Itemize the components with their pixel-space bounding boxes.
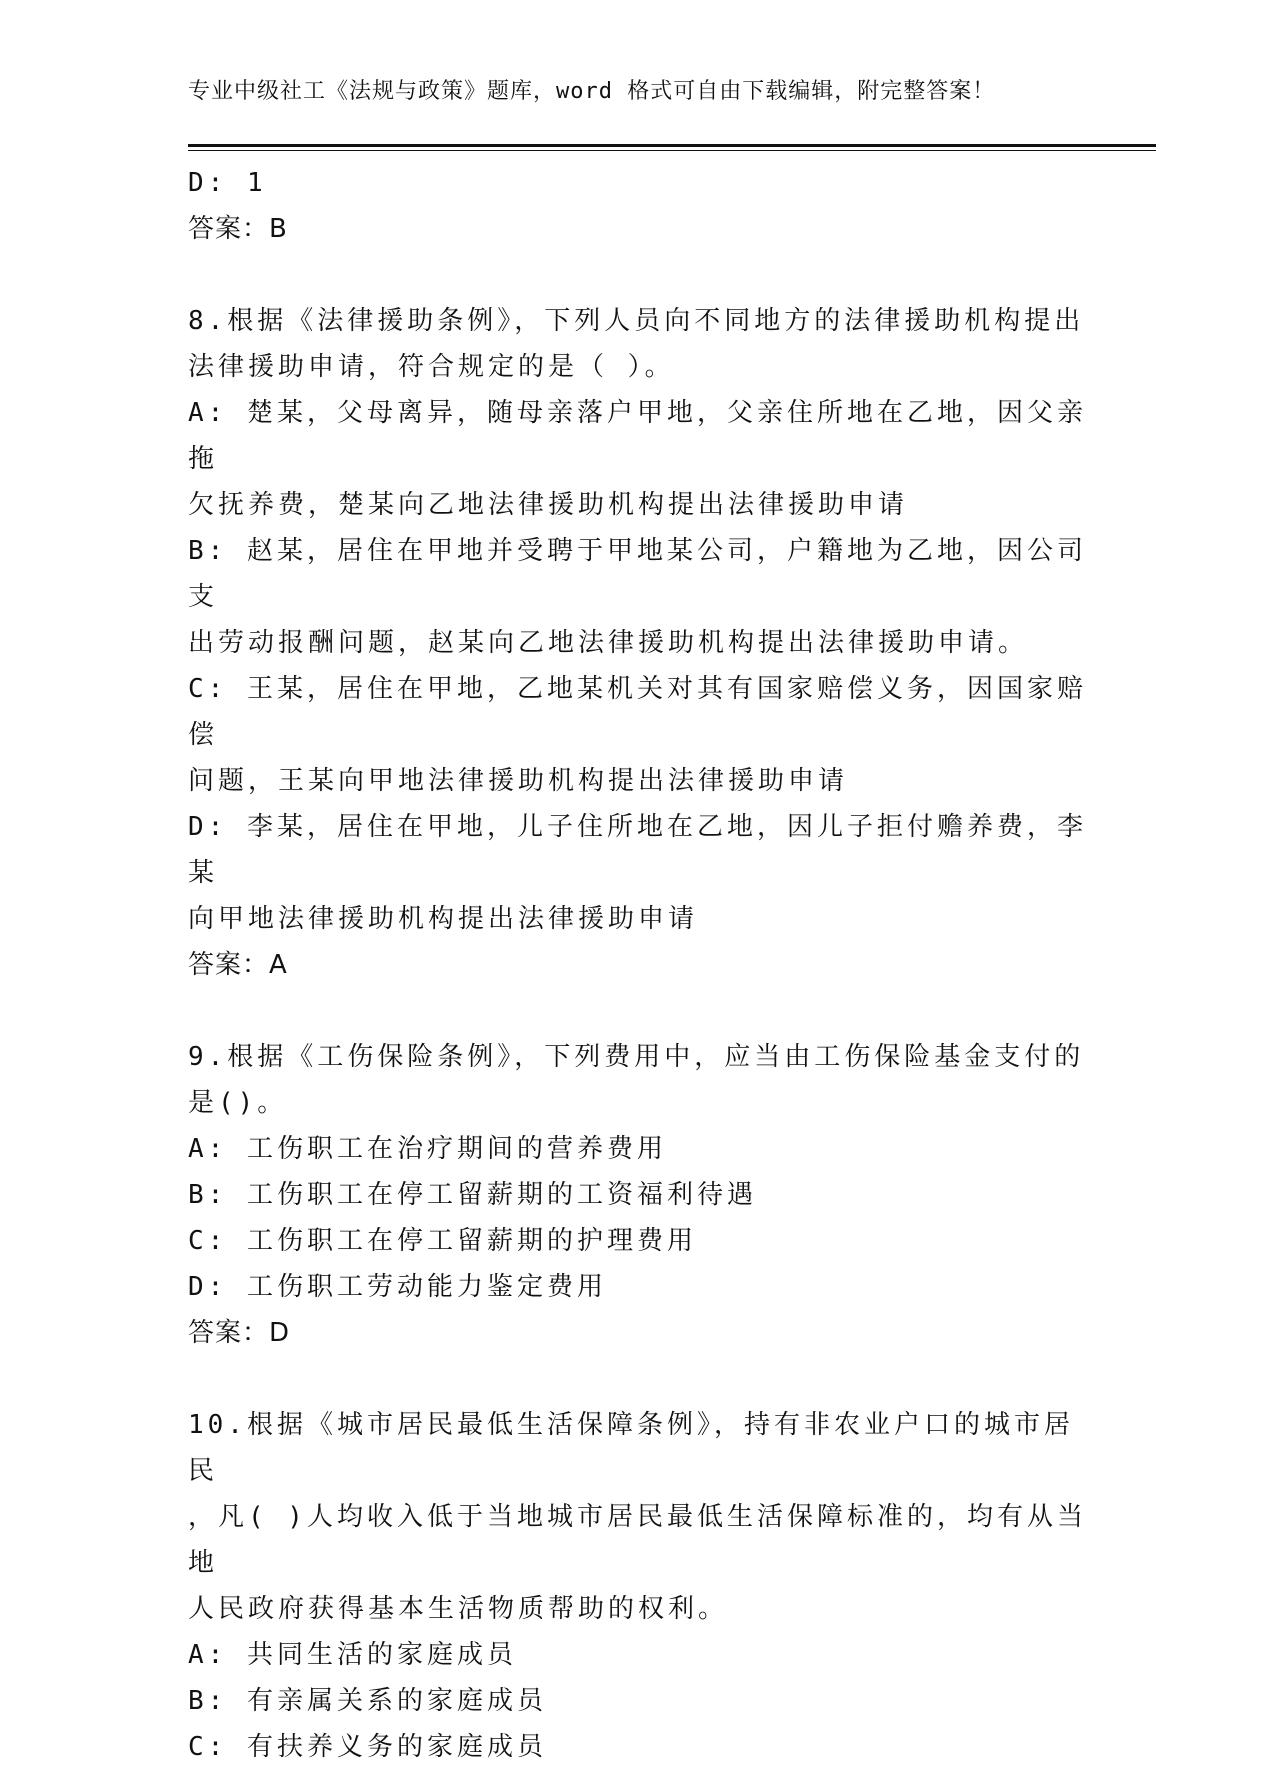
option-c: C: 王某，居住在甲地，乙地某机关对其有国家赔偿义务，因国家赔偿	[188, 674, 1087, 750]
option-d: D: 1	[188, 168, 267, 198]
header-rule-thin	[188, 150, 1156, 151]
document-body	[188, 160, 1088, 1770]
question-stem: 是()。	[188, 1088, 288, 1118]
answer-line: 答案：A	[188, 950, 288, 980]
option-b: B: 工伤职工在停工留薪期的工资福利待遇	[188, 1180, 757, 1210]
answer-line: 答案：D	[188, 1318, 291, 1348]
option-d: 向甲地法律援助机构提出法律援助申请	[188, 904, 699, 934]
question-stem: 8.根据《法律援助条例》，下列人员向不同地方的法律援助机构提出	[188, 306, 1085, 336]
header-rule-thick	[188, 144, 1156, 147]
option-a: A: 共同生活的家庭成员	[188, 1640, 517, 1670]
spacer	[188, 252, 1088, 298]
option-b: 出劳动报酬问题，赵某向乙地法律援助机构提出法律援助申请。	[188, 628, 1029, 658]
page-header: 专业中级社工《法规与政策》题库，word 格式可自由下载编辑，附完整答案！	[188, 79, 996, 104]
option-a: 欠抚养费，楚某向乙地法律援助机构提出法律援助申请	[188, 490, 909, 520]
question-9	[188, 1034, 1088, 1356]
question-stem: 10.根据《城市居民最低生活保障条例》，持有非农业户口的城市居民	[188, 1410, 1074, 1486]
question-stem: ，凡( )人均收入低于当地城市居民最低生活保障标准的，均有从当地	[188, 1502, 1087, 1578]
option-c: 问题，王某向甲地法律援助机构提出法律援助申请	[188, 766, 849, 796]
option-d: D: 工伤职工劳动能力鉴定费用	[188, 1272, 607, 1302]
question-stem: 法律援助申请，符合规定的是（ ）。	[188, 352, 675, 382]
question-10	[188, 1402, 1088, 1770]
option-a: A: 楚某，父母离异，随母亲落户甲地，父亲住所地在乙地，因父亲拖	[188, 398, 1087, 474]
answer-line: 答案：B	[188, 214, 288, 244]
question-8	[188, 298, 1088, 988]
previous-question-tail	[188, 160, 1088, 252]
option-a: A: 工伤职工在治疗期间的营养费用	[188, 1134, 667, 1164]
option-c: C: 工伤职工在停工留薪期的护理费用	[188, 1226, 697, 1256]
option-c: C: 有扶养义务的家庭成员	[188, 1732, 547, 1762]
question-stem: 人民政府获得基本生活物质帮助的权利。	[188, 1594, 729, 1624]
option-d: D: 李某，居住在甲地，儿子住所地在乙地，因儿子拒付赡养费，李某	[188, 812, 1087, 888]
option-b: B: 赵某，居住在甲地并受聘于甲地某公司，户籍地为乙地，因公司支	[188, 536, 1087, 612]
question-stem: 9.根据《工伤保险条例》，下列费用中，应当由工伤保险基金支付的	[188, 1042, 1085, 1072]
spacer	[188, 988, 1088, 1034]
option-b: B: 有亲属关系的家庭成员	[188, 1686, 547, 1716]
spacer	[188, 1356, 1088, 1402]
